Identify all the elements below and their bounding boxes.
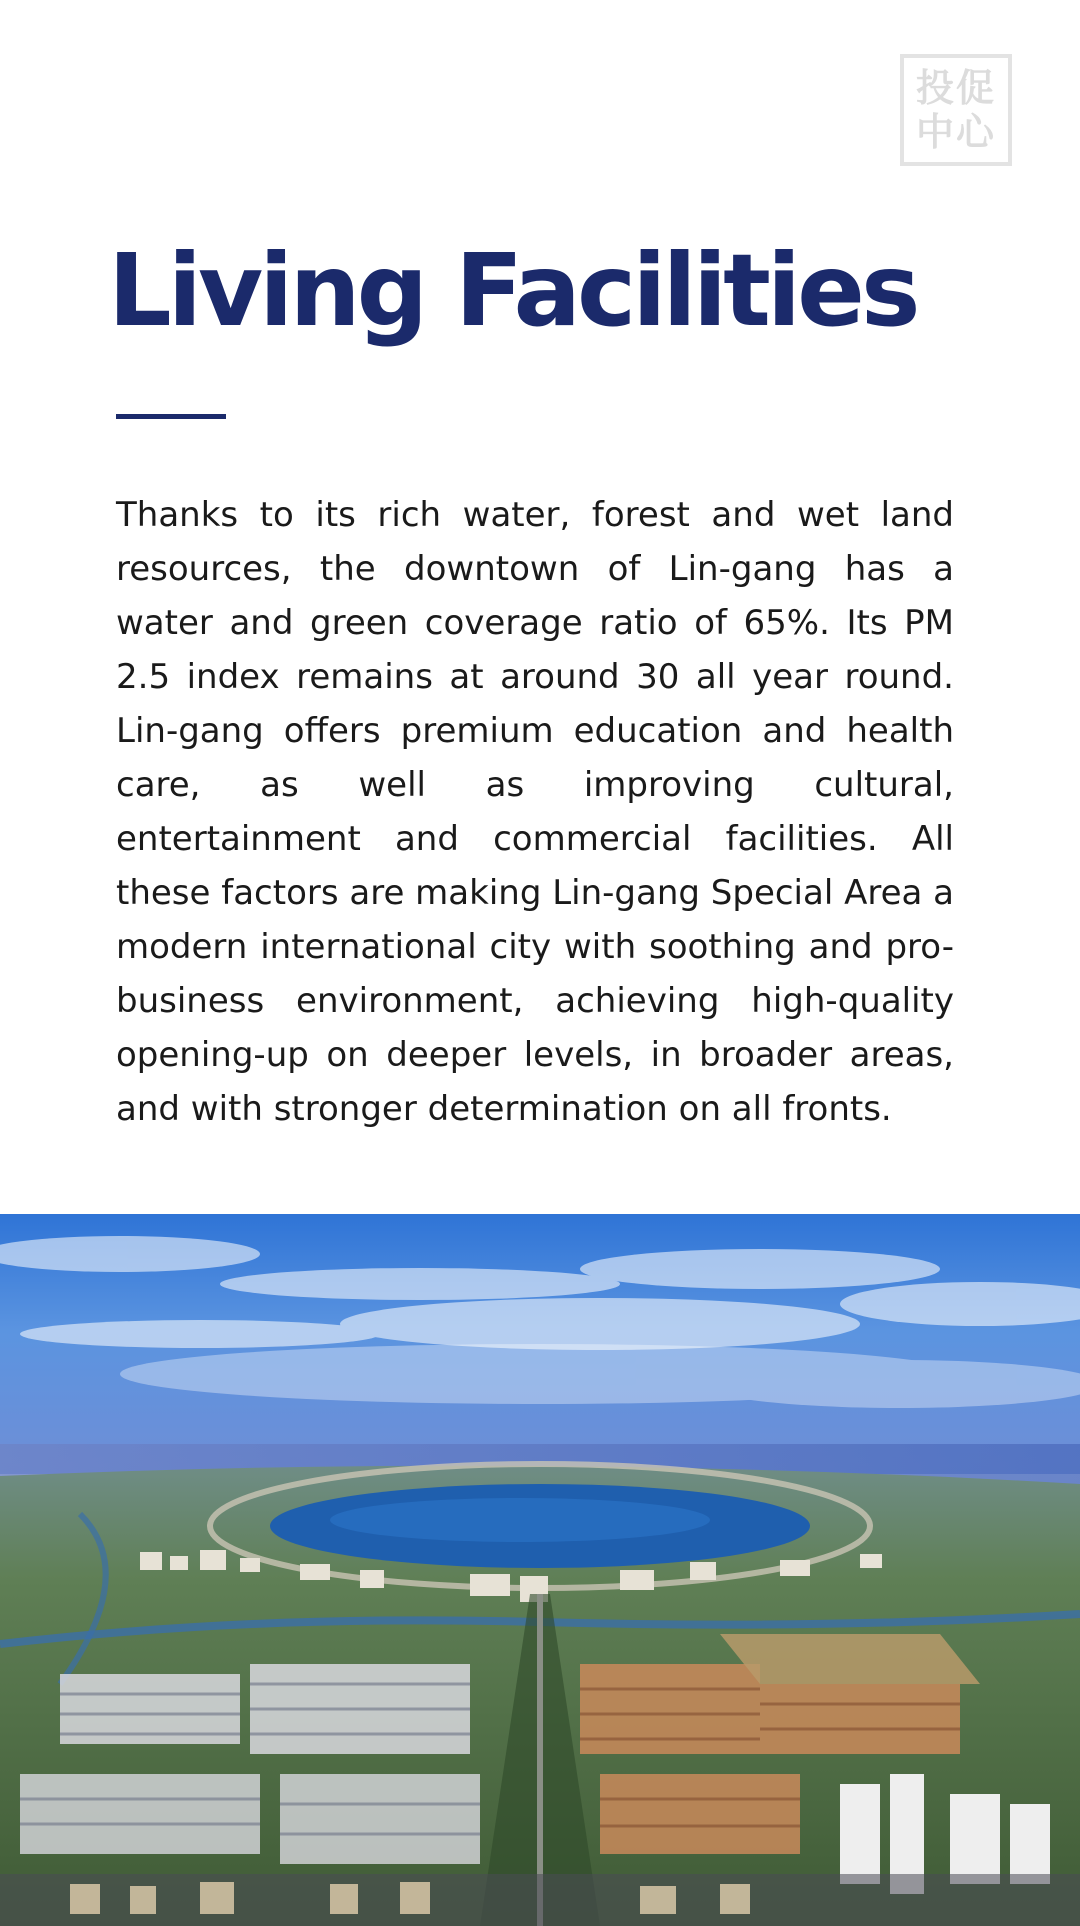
stamp-text bbox=[910, 64, 1002, 156]
aerial-city-photo bbox=[0, 1214, 1080, 1926]
title-underline bbox=[116, 414, 226, 419]
page-title: Living Facilities bbox=[108, 232, 917, 349]
stamp-logo bbox=[900, 54, 1012, 166]
stamp-line-2: 中心 bbox=[915, 110, 996, 154]
body-paragraph: Thanks to its rich water, forest and wet land resources, the downtown of Lin-gang has a water and green coverage ratio of 65%. Its PM 2.5 index remains at around 30 all year round. Lin-gang offers premium education and health care, as well as improving cultural, entertainment and commercial facilities. All these factors are making Lin-gang Special Area a modern international city with soothing and pro-business environment, achieving high-quality opening-up on deeper levels, in broader areas, and with stronger determination on all fronts. bbox=[116, 495, 954, 1129]
stamp-line-1: 投促 bbox=[915, 66, 996, 110]
